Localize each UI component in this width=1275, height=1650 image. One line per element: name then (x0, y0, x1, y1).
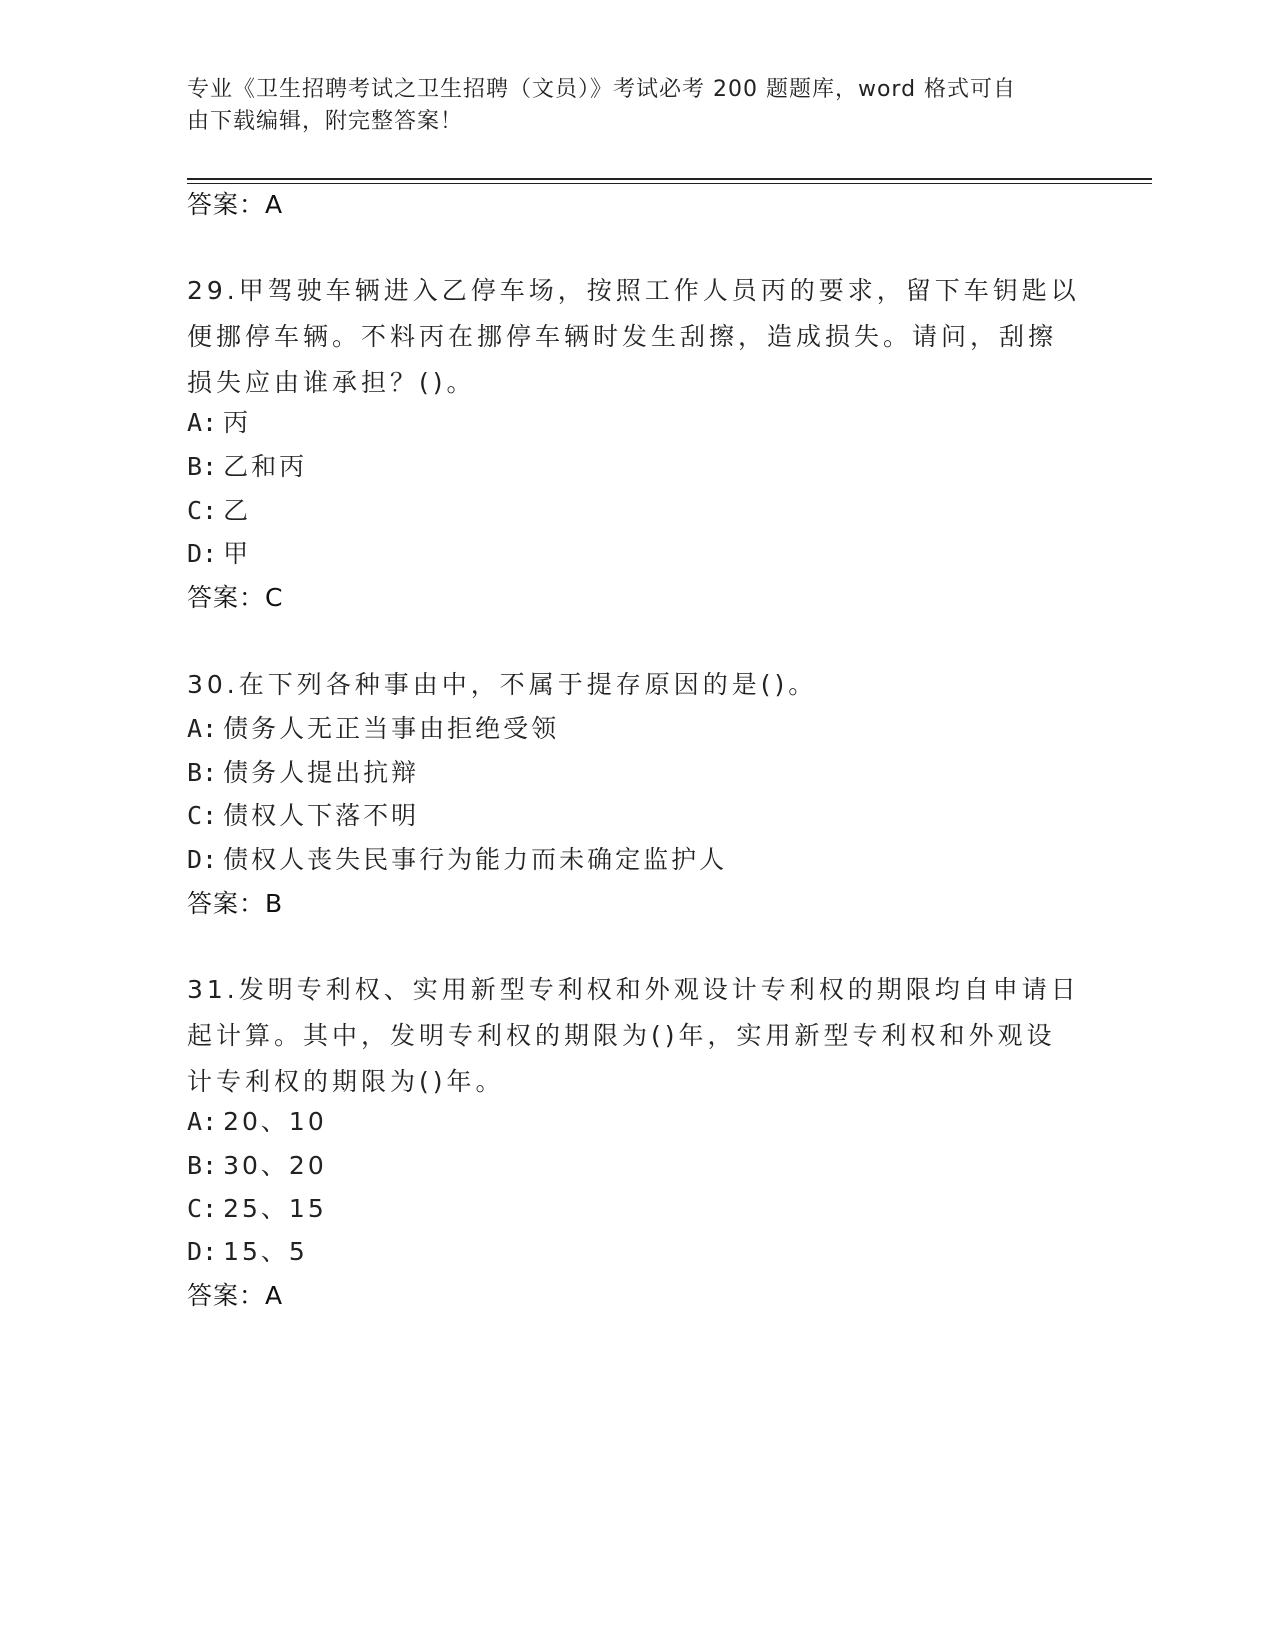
option-letter: A: (187, 714, 218, 743)
header-rule-thick (187, 178, 1152, 180)
question-line: 30.在下列各种事由中，不属于提存原因的是()。 (187, 670, 818, 699)
option-a (187, 406, 251, 440)
option-letter: C: (187, 1194, 218, 1223)
answer-31 (187, 1279, 283, 1313)
option-text: 债权人下落不明 (223, 801, 420, 830)
option-text: 20、10 (223, 1107, 327, 1136)
option-a (187, 712, 559, 746)
option-letter: C: (187, 801, 218, 830)
question-29 (187, 268, 1087, 406)
header-rule-thin (187, 183, 1152, 184)
option-c (187, 799, 419, 833)
question-line: 29.甲驾驶车辆进入乙停车场，按照工作人员丙的要求，留下车钥匙以 (187, 276, 1080, 305)
answer-value: B (265, 889, 284, 918)
option-b (187, 450, 307, 484)
option-text: 债务人提出抗辩 (223, 758, 420, 787)
question-31 (187, 967, 1087, 1105)
answer-label: 答案： (187, 190, 266, 219)
question-30 (187, 662, 1087, 708)
prev-answer (187, 188, 283, 222)
answer-29 (187, 581, 283, 615)
answer-value: A (265, 1281, 284, 1310)
question-line: 31.发明专利权、实用新型专利权和外观设计专利权的期限均自申请日 (187, 975, 1080, 1004)
option-text: 30、20 (223, 1151, 327, 1180)
option-d (187, 1235, 308, 1269)
option-text: 丙 (223, 408, 252, 437)
question-line: 损失应由谁承担？()。 (187, 368, 476, 397)
header-line-2: 由下载编辑，附完整答案！ (187, 109, 464, 134)
option-text: 债权人丧失民事行为能力而未确定监护人 (223, 845, 728, 874)
option-text: 15、5 (223, 1237, 308, 1266)
answer-label: 答案： (187, 583, 266, 612)
option-a (187, 1105, 327, 1139)
option-letter: A: (187, 1107, 218, 1136)
option-letter: D: (187, 845, 218, 874)
option-letter: D: (187, 539, 218, 568)
document-header (187, 74, 1067, 138)
option-b (187, 756, 419, 790)
answer-label: 答案： (187, 889, 266, 918)
option-c (187, 1192, 327, 1226)
question-line: 起计算。其中，发明专利权的期限为()年，实用新型专利权和外观设 (187, 1021, 1056, 1050)
answer-30 (187, 887, 283, 921)
option-letter: B: (187, 452, 218, 481)
header-line-1: 专业《卫生招聘考试之卫生招聘（文员）》考试必考 200 题题库，word 格式可自 (187, 77, 1017, 102)
answer-value: A (265, 190, 284, 219)
option-letter: C: (187, 496, 218, 525)
option-text: 债务人无正当事由拒绝受领 (223, 714, 560, 743)
answer-value: C (265, 583, 284, 612)
option-letter: D: (187, 1237, 218, 1266)
option-d (187, 843, 727, 877)
option-text: 甲 (223, 539, 252, 568)
option-letter: B: (187, 758, 218, 787)
option-d (187, 537, 251, 571)
option-letter: B: (187, 1151, 218, 1180)
option-letter: A: (187, 408, 218, 437)
option-text: 25、15 (223, 1194, 327, 1223)
option-text: 乙和丙 (223, 452, 308, 481)
question-line: 便挪停车辆。不料丙在挪停车辆时发生刮擦，造成损失。请问，刮擦 (187, 322, 1058, 351)
option-b (187, 1149, 327, 1183)
option-c (187, 494, 251, 528)
option-text: 乙 (223, 496, 252, 525)
answer-label: 答案： (187, 1281, 266, 1310)
question-line: 计专利权的期限为()年。 (187, 1067, 505, 1096)
